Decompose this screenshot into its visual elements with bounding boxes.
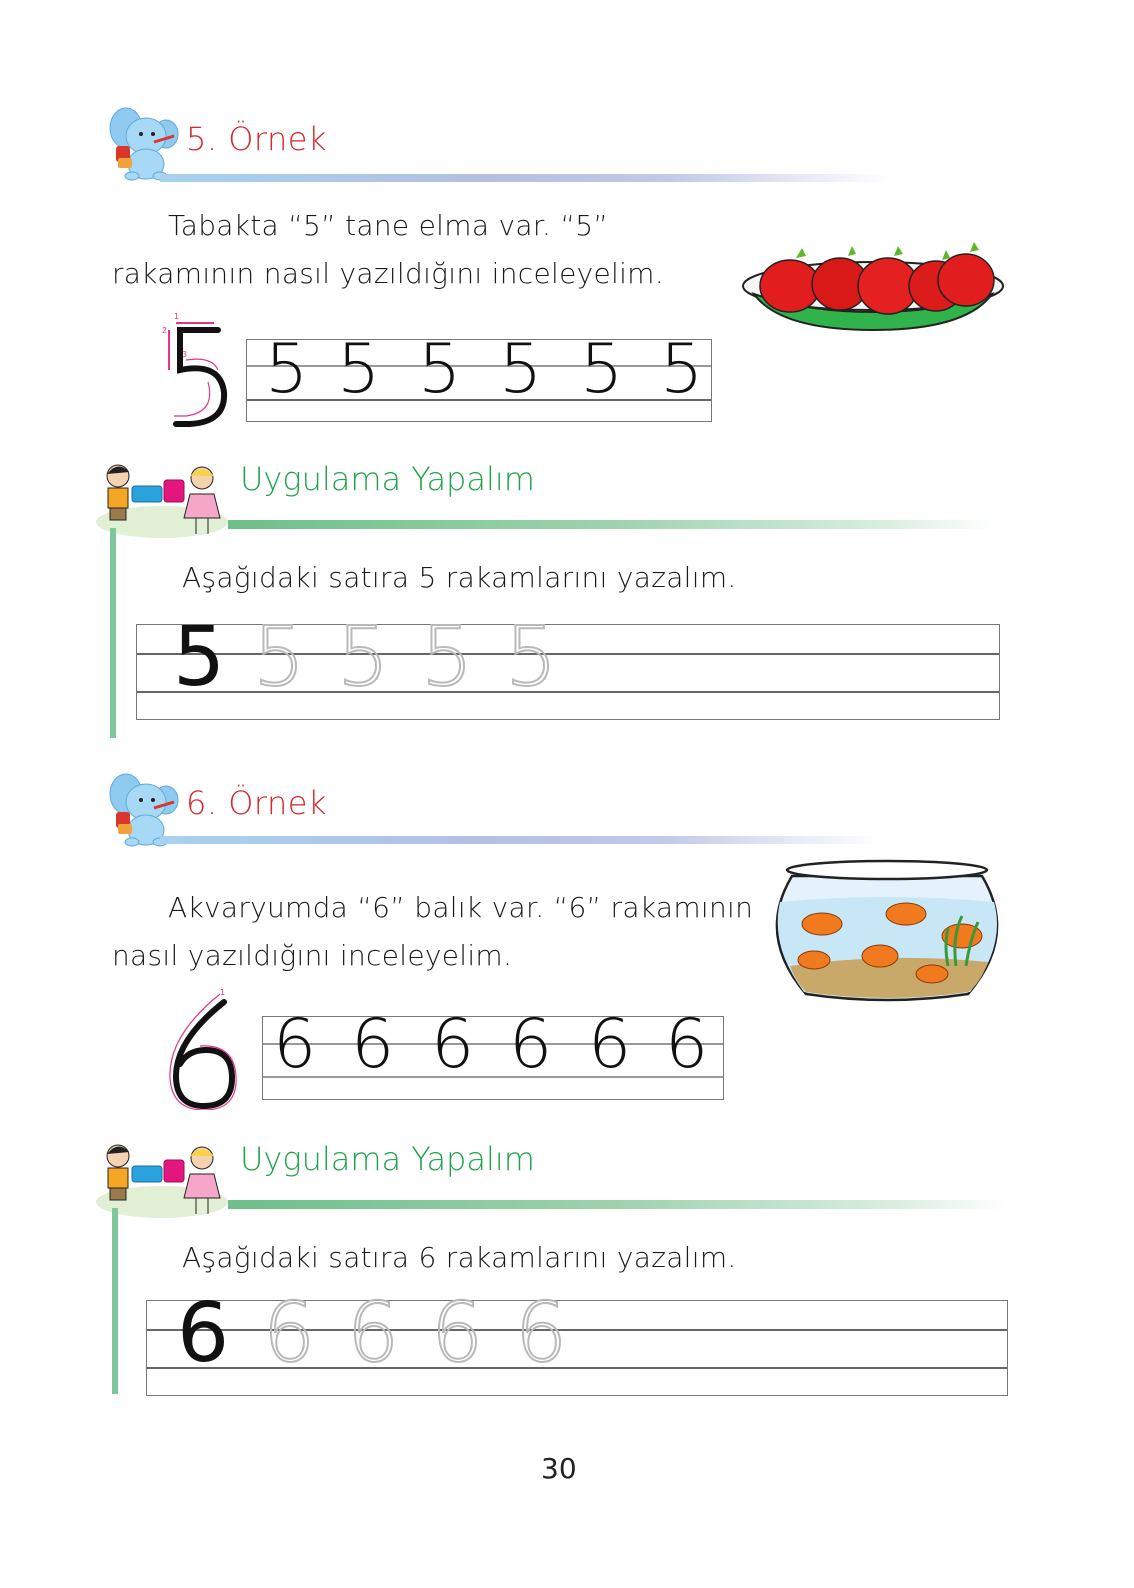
row-digit: 6 [588,1005,632,1084]
example-6-writing-row [262,1005,724,1100]
practice-instruction: Aşağıdaki satıra 5 rakamlarını yazalım. [182,561,737,594]
row-digit: 5 [337,330,381,409]
description-line-2: rakamının nasıl yazıldığını inceleyelim. [112,257,664,290]
row-digit: 5 [418,330,462,409]
section-divider [228,1200,1008,1209]
section-divider [228,520,998,529]
section-divider [160,174,890,182]
stroke-label-1: 1 [174,312,180,321]
model-digit: 6 [177,1286,230,1381]
example-title: 5. Örnek [186,120,327,158]
row-digit: 5 [660,330,704,409]
example-title: 6. Örnek [186,784,327,822]
row-digit: 6 [431,1005,475,1084]
stroke-label-3: 3 [182,350,188,359]
description-line-1: Akvaryumda “6” balık var. “6” rakamının [168,891,754,924]
section-vertical-bar [112,1208,118,1394]
practice-title: Uygulama Yapalım [240,1140,535,1178]
practice-6-section [0,1130,1134,1410]
stroke-label-1: 1 [220,988,226,997]
example-description [112,884,772,980]
row-digit: 5 [580,330,624,409]
section-vertical-bar [110,528,116,738]
practice-instruction: Aşağıdaki satıra 6 rakamlarını yazalım. [182,1241,737,1274]
stroke-label-2: 2 [162,326,168,335]
trace-digit[interactable]: 5 [337,610,390,705]
practice-5-section [0,450,1134,750]
trace-digit[interactable]: 6 [347,1286,400,1381]
kids-puzzle-icon [96,460,236,540]
page-number: 30 [541,1452,577,1485]
section-divider [160,836,880,844]
base-rule [263,1076,723,1078]
description-line-1: Tabakta “5” tane elma var. “5” [168,209,609,242]
trace-digit[interactable]: 5 [421,610,474,705]
row-digit: 6 [273,1005,317,1084]
stroke-order-6 [166,986,246,1110]
row-digit: 6 [351,1005,395,1084]
elephant-mascot-icon [108,100,180,182]
example-description [112,202,732,298]
mid-rule [263,1043,723,1045]
trace-digit[interactable]: 6 [263,1286,316,1381]
practice-6-writing-row[interactable] [146,1286,1008,1396]
trace-digit[interactable]: 6 [431,1286,484,1381]
stroke-order-5 [160,312,240,436]
practice-title: Uygulama Yapalım [240,460,535,498]
row-digit: 6 [665,1005,709,1084]
row-digit: 5 [499,330,543,409]
trace-digit[interactable]: 5 [253,610,306,705]
practice-5-writing-row[interactable] [136,610,1000,720]
trace-digit[interactable]: 6 [515,1286,568,1381]
fishbowl-illustration [766,856,1008,1004]
example-5-writing-row [246,330,712,422]
base-rule [247,399,711,401]
plate-of-apples-illustration [740,238,1006,334]
row-digit: 6 [509,1005,553,1084]
model-digit: 5 [173,610,226,705]
example-6-section [0,760,1134,1110]
row-digit: 5 [265,330,309,409]
description-line-2: nasıl yazıldığını inceleyelim. [112,939,513,972]
trace-digit[interactable]: 5 [505,610,558,705]
mid-rule [247,365,711,367]
example-5-section [0,0,1134,440]
